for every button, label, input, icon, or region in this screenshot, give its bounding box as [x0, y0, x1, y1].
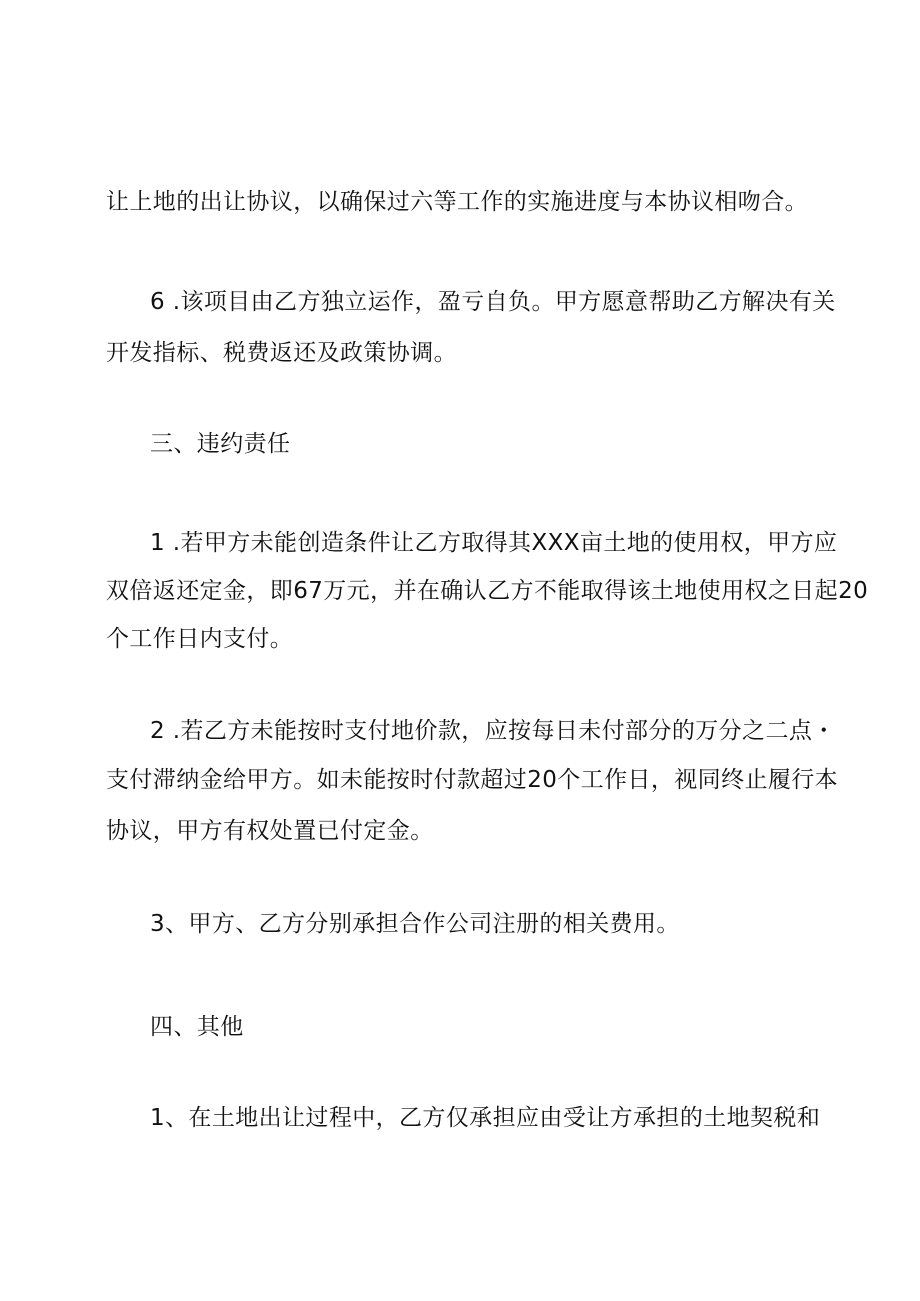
paragraph-breach-1-line-2: 双倍返还定金，即67万元，并在确认乙方不能取得该土地使用权之日起20 [106, 578, 869, 604]
section-heading-other: 四、其他 [150, 1014, 244, 1040]
paragraph-breach-2-line-2: 支付滞纳金给甲方。如未能按时付款超过20个工作日，视同终止履行本 [106, 767, 839, 793]
paragraph-item-6-line-1: 6 .该项目由乙方独立运作，盈亏自负。甲方愿意帮助乙方解决有关 [150, 289, 836, 315]
paragraph-continuation-line-1: 让上地的出让协议，以确保过六等工作的实施进度与本协议相吻合。 [106, 189, 808, 215]
paragraph-breach-1-line-1: 1 .若甲方未能创造条件让乙方取得其XXX亩土地的使用权，甲方应 [150, 530, 838, 556]
paragraph-item-6-line-2: 开发指标、税费返还及政策协调。 [106, 340, 457, 366]
paragraph-breach-1-line-3: 个工作日内支付。 [106, 626, 294, 652]
paragraph-breach-2-line-1: 2 .若乙方未能按时支付地价款，应按每日未付部分的万分之二点・ [150, 718, 836, 744]
paragraph-breach-3-line-1: 3、甲方、乙方分别承担合作公司注册的相关费用。 [150, 911, 680, 937]
section-heading-breach: 三、违约责任 [150, 431, 291, 457]
paragraph-breach-2-line-3: 协议，甲方有权处置已付定金。 [106, 818, 434, 844]
paragraph-other-1-line-1: 1、在土地出让过程中，乙方仅承担应由受让方承担的土地契税和 [150, 1105, 821, 1131]
